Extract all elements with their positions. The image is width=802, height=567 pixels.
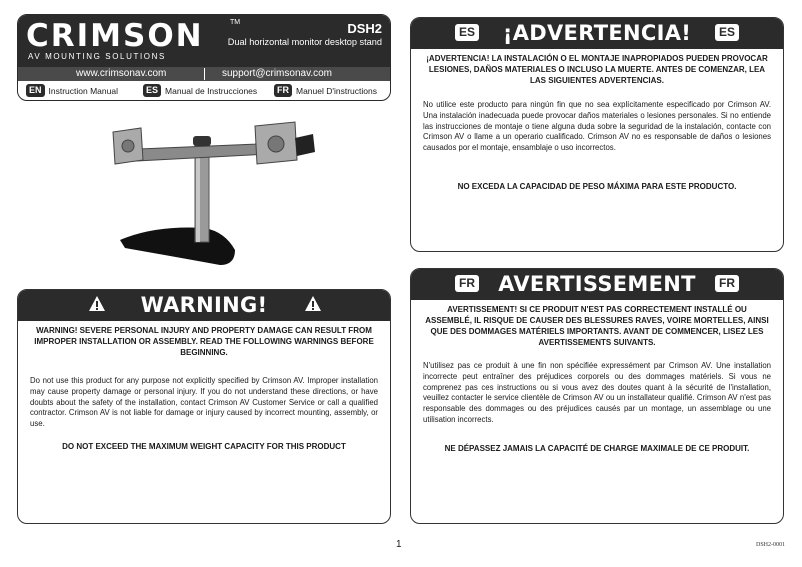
brand-subtitle: AV MOUNTING SOLUTIONS [28,52,166,61]
warning-title: WARNING! [140,293,268,317]
website-link[interactable]: www.crimsonav.com [76,68,167,79]
brand-logo [26,19,204,53]
language-label: Manual de Instrucciones [165,85,258,96]
warning-title-bar [411,269,783,300]
warning-body: N'utilisez pas ce produit à une fin non spécifiée expressément par Crimson AV. Une installation incorrecte peut entraîner des préjudices corporels ou des dommages matériels. Si vous ne comprenez pas ces instructions ou si vous avez des doutes quant à la sécurité de l'installation, veuillez contacter le service clientèle de Crimson AV ou un installateur qualifié. Crimson AV n'est pas responsable des dommages ou des préjudices causés par un montage, un assemblage ou une utilisation incorrects. [423,361,771,424]
warning-panel-en [17,289,391,524]
right-monitor-plate [255,122,315,164]
brand-name: CRIMSON [26,18,204,54]
language-code-badge: FR [455,275,479,292]
weight-capacity-warning: DO NOT EXCEED THE MAXIMUM WEIGHT CAPACITY FOR THIS PRODUCT [62,442,346,451]
warning-body: Do not use this product for any purpose not explicitly specified by Crimson AV. Improper installation may cause property damage or personal injury. If you do not understand these directions, or have doubts about the safety of the installation, contact Crimson AV Customer Service or call a qualified contractor. Crimson AV is not liable for damage or injury caused by incorrect mounting, assembly, or use. [30,376,378,429]
language-list [18,83,390,101]
contact-divider [204,68,205,80]
warning-triangle-icon [304,295,322,313]
warning-subtitle: AVERTISSEMENT! SI CE PRODUIT N'EST PAS CORRECTEMENT INSTALLÉ OU ASSEMBLÉ, IL RISQUE DE CAUSER DES BLESSURES RAVES, VOIRE MORTELLES, AINSI QUE DES DOMMAGES MATÉRIELS IMPORTANTS. AVANT DE COMMENCER, LISEZ LES AVERTISSEMENTS SUIVANTS. [425,305,769,347]
warning-subtitle: ¡ADVERTENCIA! LA INSTALACIÓN O EL MONTAJE INAPROPIADOS PUEDEN PROVOCAR LESIONES, DAÑOS MATERIALES O INCLUSO LA MUERTE. ANTES DE COMENZAR, LEA LAS SIGUIENTES ADVERTENCIAS. [426,54,768,85]
warning-title-bar [411,18,783,49]
warning-title-bar [18,290,390,321]
language-code-badge: ES [715,24,739,41]
language-item-en [26,84,118,97]
header-banner [18,15,390,67]
header-card [17,14,391,101]
weight-capacity-warning: NO EXCEDA LA CAPACIDAD DE PESO MÁXIMA PARA ESTE PRODUCTO. [457,182,737,191]
warning-title: ¡ADVERTENCIA! [502,21,692,45]
language-code-badge: FR [274,84,292,97]
language-item-es [143,84,257,97]
warning-title: AVERTISSEMENT [498,272,696,296]
language-label: Manuel D'instructions [296,85,377,96]
language-code-badge: EN [26,84,45,97]
language-item-fr [274,84,377,97]
page-number: 1 [396,539,402,550]
product-illustration [95,120,325,270]
language-code-badge: FR [715,275,739,292]
document-code: DSH2-0001 [755,542,785,548]
support-email-link[interactable]: support@crimsonav.com [222,68,332,79]
contact-bar [18,67,390,81]
model-number: DSH2 [347,21,382,36]
warning-subtitle: WARNING! SEVERE PERSONAL INJURY AND PROPERTY DAMAGE CAN RESULT FROM IMPROPER INSTALLATION OR ASSEMBLY. READ THE FOLLOWING WARNINGS BEFORE BEGINNING. [34,326,374,357]
weight-capacity-warning: NE DÉPASSEZ JAMAIS LA CAPACITÉ DE CHARGE MAXIMALE DE CE PRODUIT. [444,444,750,453]
left-monitor-plate [113,128,143,164]
model-description: Dual horizontal monitor desktop stand [227,37,382,47]
language-code-badge: ES [143,84,161,97]
language-label: Instruction Manual [48,85,118,96]
trademark-mark: TM [230,19,241,26]
warning-panel-fr [410,268,784,524]
language-code-badge: ES [455,24,479,41]
warning-body: No utilice este producto para ningún fin que no sea explícitamente especificado por Crimson AV. Una instalación inadecuada puede provocar daños materiales o lesiones personales. Si no entiende las instrucciones de montaje o tiene alguna duda sobre la seguridad de la instalación, contacte con Crimson AV o llame a un operario cualificado. Crimson AV no es responsable de daños o lesiones causados por el montaje, ensamblaje o uso incorrectos. [423,100,771,153]
warning-panel-es [410,17,784,252]
